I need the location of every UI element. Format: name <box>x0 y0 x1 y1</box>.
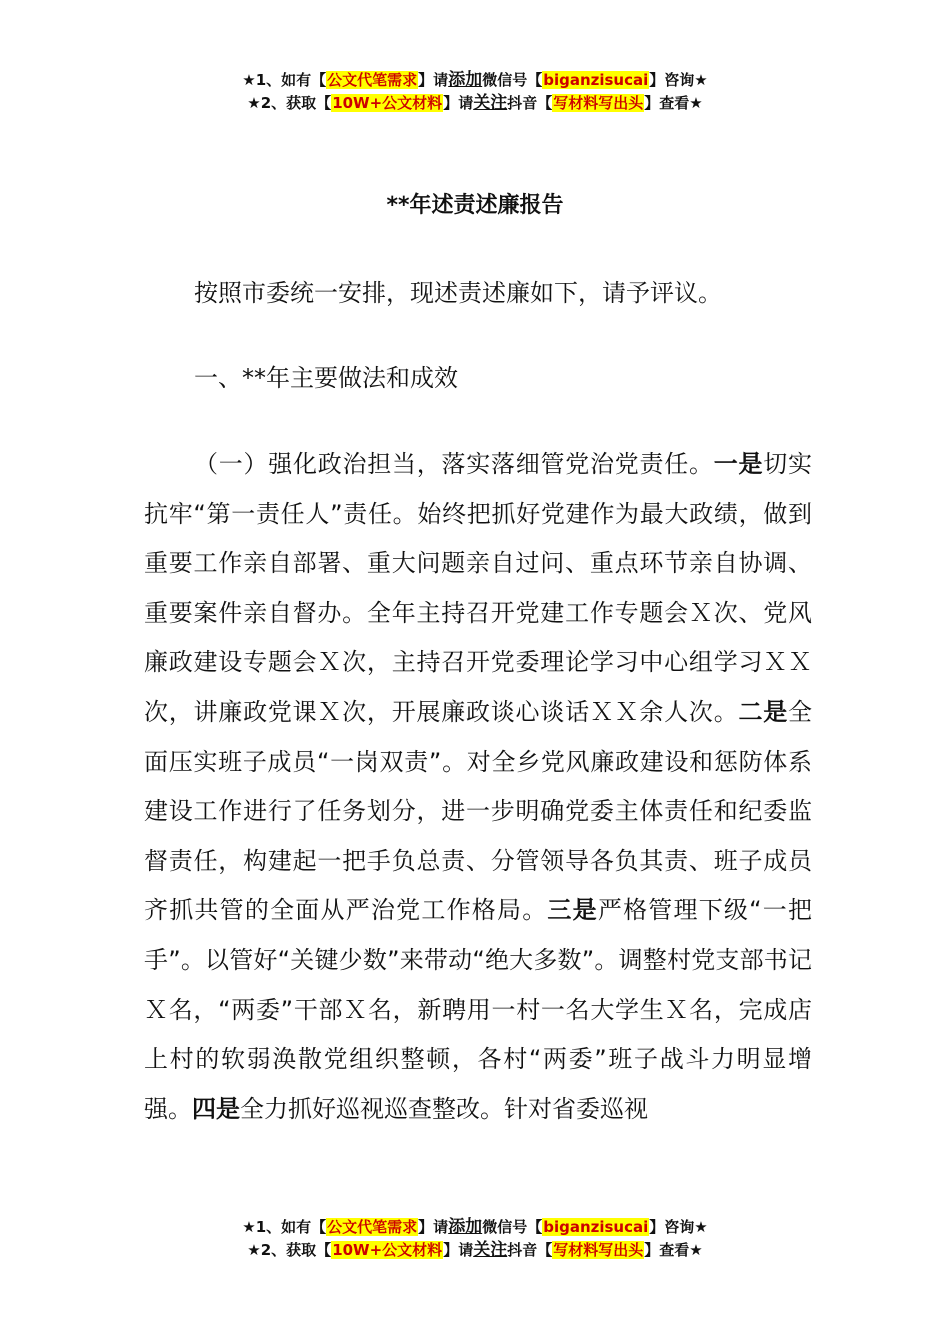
banner-underline: 关注 <box>473 1240 508 1260</box>
banner-douyin-account: 写材料写出头 <box>553 94 644 112</box>
banner-wechat-id: biganzisucai <box>543 71 649 89</box>
bold-run: 二是 <box>738 697 789 726</box>
section-heading: 一、**年主要做法和成效 <box>194 364 458 392</box>
banner-line-2 <box>0 92 950 115</box>
bold-run: 一是 <box>713 450 764 478</box>
banner-highlight: 10W+公文材料 <box>332 94 443 112</box>
body-paragraph <box>144 440 812 1134</box>
paragraph-run: 全力抓好巡视巡查整改。针对省委巡视 <box>240 1094 648 1123</box>
banner-highlight: 10W+公文材料 <box>332 1241 443 1259</box>
star-icon: ★ <box>242 71 256 89</box>
banner-wechat-id: biganzisucai <box>543 1218 649 1236</box>
banner-text: 】咨询★ <box>649 71 708 89</box>
banner-line-2 <box>0 1239 950 1262</box>
banner-text: 抖音【 <box>507 94 553 112</box>
paragraph-run: 切实抗牢“第一责任人”责任。始终把抓好党建作为最大政绩，做到重要工作亲自部署、重大问题亲自过问、重点环节亲自协调、重要案件亲自督办。全年主持召开党建工作专题会Ｘ次、党风廉政建设专题会Ｘ次，主持召开党委理论学习中心组学习ＸＸ次，讲廉政党课Ｘ次，开展廉政谈心谈话ＸＸ余人次。 <box>144 450 812 726</box>
banner-highlight: 公文代笔需求 <box>327 71 418 89</box>
intro-paragraph: 按照市委统一安排，现述责述廉如下，请予评议。 <box>194 279 722 307</box>
bold-run: 四是 <box>192 1094 240 1123</box>
banner-text: 】请 <box>443 1241 474 1259</box>
star-icon: ★ <box>242 1218 256 1236</box>
banner-text: 1、如有【 <box>255 71 327 89</box>
banner-douyin-account: 写材料写出头 <box>553 1241 644 1259</box>
footer-banner <box>0 1216 950 1262</box>
banner-text: 】查看★ <box>644 1241 703 1259</box>
bold-run: 三是 <box>547 896 598 925</box>
banner-text: 2、获取【 <box>260 1241 332 1259</box>
star-icon: ★ <box>247 1241 261 1259</box>
banner-line-1 <box>0 69 950 92</box>
star-icon: ★ <box>247 94 261 112</box>
document-title: **年述责述廉报告 <box>386 193 564 218</box>
banner-text: 1、如有【 <box>255 1218 327 1236</box>
banner-text: 】查看★ <box>644 94 703 112</box>
header-banner <box>0 69 950 115</box>
paragraph-run: 全面压实班子成员“一岗双责”。对全乡党风廉政建设和惩防体系建设工作进行了任务划分，进一步明确党委主体责任和纪委监督责任，构建起一把手负总责、分管领导各负其责、班子成员齐抓共管的全面从严治党工作格局。 <box>144 697 813 925</box>
banner-text: 】请 <box>443 94 474 112</box>
banner-text: 微信号【 <box>482 71 543 89</box>
banner-text: 2、获取【 <box>260 94 332 112</box>
paragraph-run: 严格管理下级“一把手”。以管好“关键少数”来带动“绝大多数”。调整村党支部书记Ｘ名，“两委”干部Ｘ名，新聘用一村一名大学生Ｘ名，完成店上村的软弱涣散党组织整顿，各村“两委”班子战斗力明显增强。 <box>144 896 813 1123</box>
banner-text: 抖音【 <box>507 1241 553 1259</box>
banner-underline: 添加 <box>448 70 483 90</box>
banner-text: 微信号【 <box>482 1218 543 1236</box>
banner-text: 】请 <box>418 71 449 89</box>
banner-underline: 关注 <box>473 93 508 113</box>
banner-text: 】请 <box>418 1218 449 1236</box>
banner-text: 】咨询★ <box>649 1218 708 1236</box>
banner-underline: 添加 <box>448 1217 483 1237</box>
banner-line-1 <box>0 1216 950 1239</box>
paragraph-run: （一）强化政治担当，落实落细管党治党责任。 <box>194 450 714 478</box>
banner-highlight: 公文代笔需求 <box>327 1218 418 1236</box>
